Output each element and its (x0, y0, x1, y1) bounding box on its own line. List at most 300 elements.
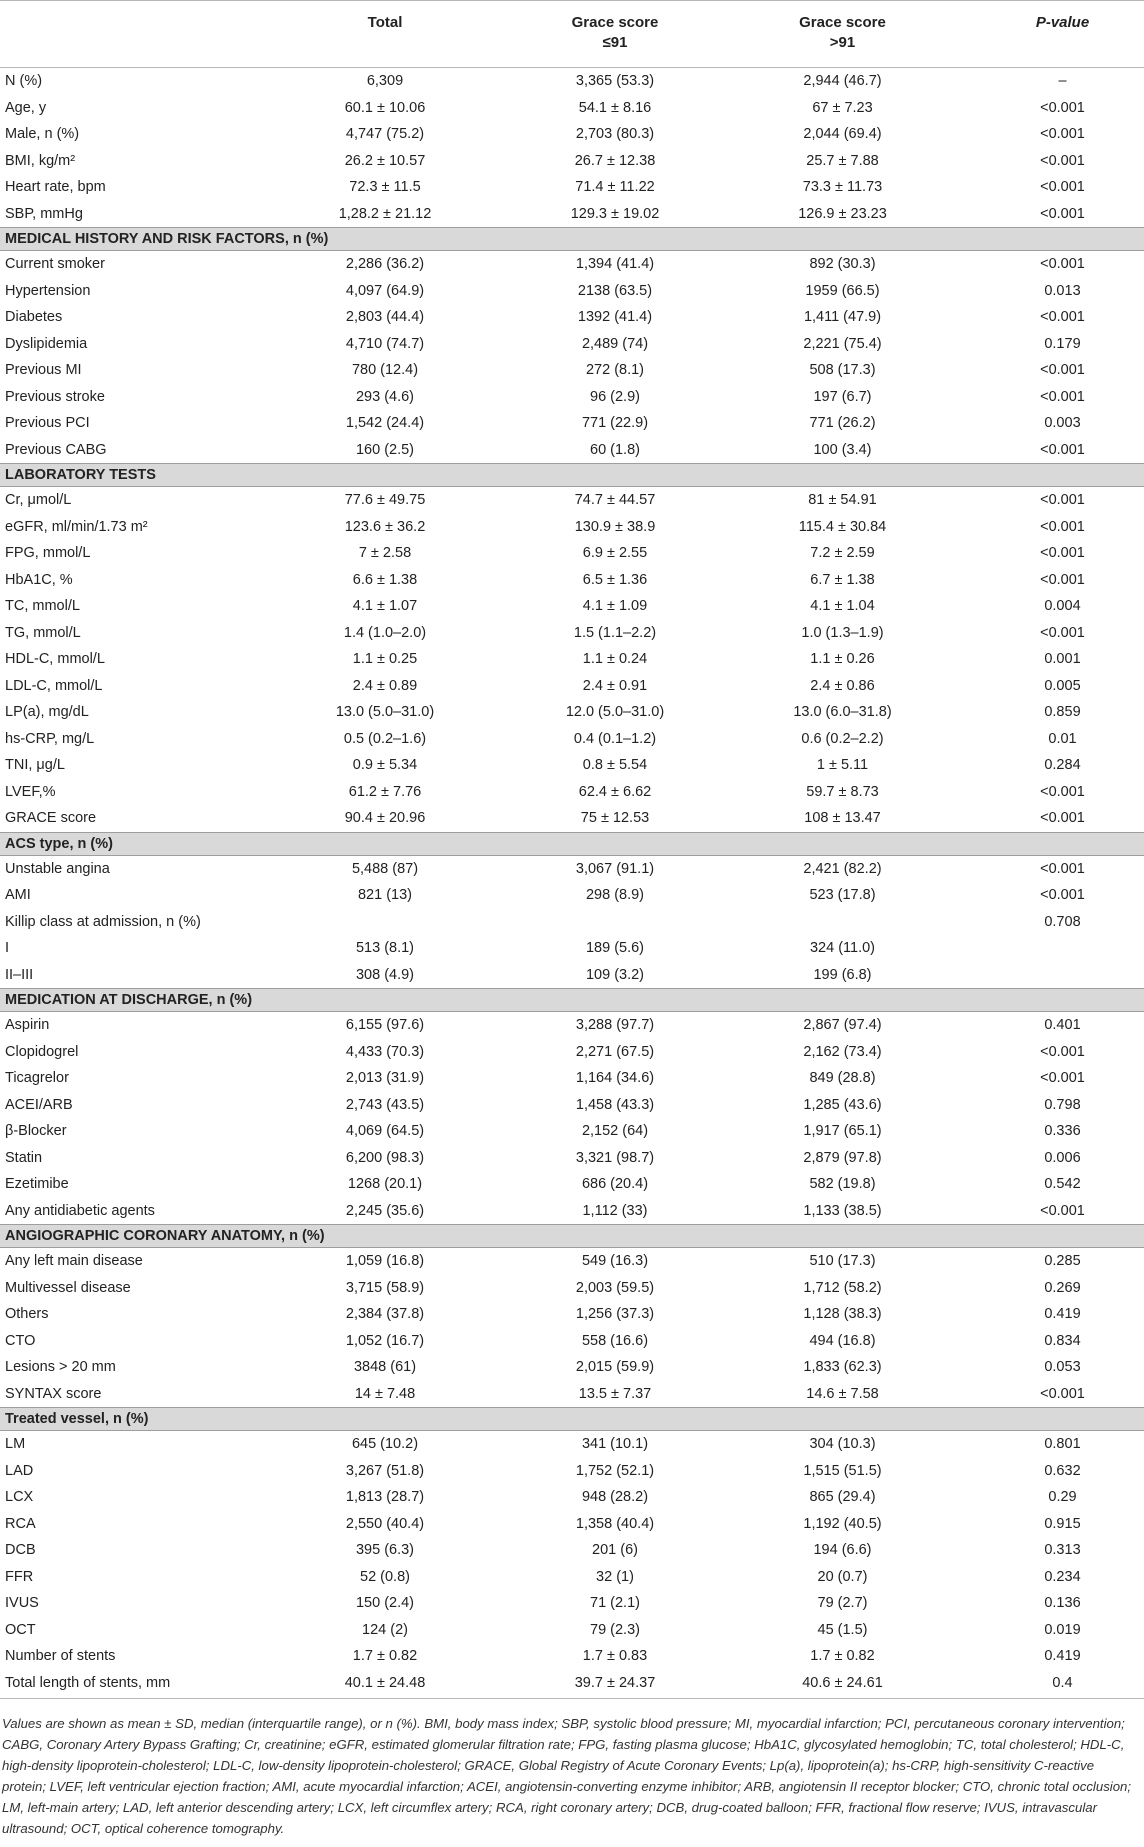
pvalue-cell: 0.053 (1044, 1359, 1081, 1375)
total-cell: 2,013 (31.9) (345, 1070, 425, 1086)
grace-high-cell: 59.7 ± 8.73 (806, 783, 879, 800)
pvalue-cell: 0.859 (1044, 704, 1081, 720)
grace-high-cell: 2,221 (75.4) (803, 335, 882, 352)
table-row (0, 593, 1144, 620)
row-label: TG, mmol/L (5, 624, 81, 641)
table-row (0, 1118, 1144, 1145)
row-label: LDL-C, mmol/L (5, 677, 103, 694)
grace-high-cell: 2,944 (46.7) (803, 73, 882, 89)
pvalue-cell: 0.801 (1044, 1436, 1081, 1452)
row-label: Statin (5, 1149, 43, 1166)
grace-low-cell: 189 (5.6) (585, 940, 645, 956)
grace-low-cell: 3,067 (91.1) (575, 860, 655, 877)
grace-low-cell: 272 (8.1) (585, 362, 645, 378)
grace-high-cell: 6.7 ± 1.38 (810, 571, 875, 588)
grace-low-cell: 32 (1) (596, 1568, 634, 1585)
table-row (0, 1092, 1144, 1119)
grace-low-cell: 2.4 ± 0.91 (582, 677, 648, 694)
table-row (0, 1431, 1144, 1458)
grace-low-cell: 1.1 ± 0.24 (582, 651, 648, 667)
header-total: Total (367, 14, 403, 31)
table-row (0, 1171, 1144, 1198)
grace-high-cell (760, 909, 925, 936)
grace-low-cell: 74.7 ± 44.57 (574, 492, 656, 508)
pvalue-cell: <0.001 (1040, 179, 1085, 195)
total-cell: 1,542 (24.4) (345, 415, 425, 431)
grace-low-cell: 13.5 ± 7.37 (578, 1385, 652, 1402)
pvalue-cell: 0.542 (1044, 1176, 1081, 1192)
row-label: Diabetes (5, 309, 63, 325)
table-row (0, 437, 1144, 464)
row-label: I (5, 940, 10, 956)
table-row (0, 620, 1144, 647)
row-label: Ezetimibe (5, 1176, 69, 1192)
table-row (0, 251, 1144, 278)
header-grace-high-line2: >91 (829, 34, 856, 51)
grace-high-cell: 25.7 ± 7.88 (806, 152, 879, 169)
header-grace-low-line2: ≤91 (602, 34, 628, 51)
row-label: Killip class at admission, n (%) (5, 913, 201, 930)
pvalue-cell: <0.001 (1040, 309, 1085, 325)
pvalue-cell: 0.313 (1044, 1542, 1081, 1558)
total-cell: 60.1 ± 10.06 (344, 99, 426, 116)
total-cell: 26.2 ± 10.57 (344, 152, 426, 169)
grace-high-cell: 194 (6.6) (813, 1542, 872, 1558)
total-cell: 308 (4.9) (355, 966, 415, 983)
grace-low-cell: 39.7 ± 24.37 (574, 1674, 656, 1691)
grace-low-cell: 341 (10.1) (581, 1436, 649, 1452)
row-label: HDL-C, mmol/L (5, 651, 105, 667)
section-header (0, 1224, 1144, 1248)
total-cell: 14 ± 7.48 (354, 1385, 416, 1402)
grace-high-cell: 582 (19.8) (809, 1176, 876, 1192)
table-row (0, 1039, 1144, 1066)
grace-low-cell (530, 909, 700, 936)
grace-low-cell: 62.4 ± 6.62 (578, 783, 652, 800)
pvalue-cell: <0.001 (1040, 1202, 1085, 1219)
grace-low-cell: 1.7 ± 0.83 (582, 1648, 648, 1664)
grace-low-cell: 1,358 (40.4) (575, 1515, 655, 1532)
grace-high-cell: 20 (0.7) (817, 1568, 868, 1585)
table-row (0, 1354, 1144, 1381)
grace-low-cell: 0.4 (0.1–1.2) (573, 730, 657, 747)
total-cell: 77.6 ± 49.75 (344, 492, 426, 508)
total-cell: 3,715 (58.9) (345, 1279, 425, 1296)
row-label: LP(a), mg/dL (5, 704, 89, 720)
table-row (0, 567, 1144, 594)
grace-high-cell: 100 (3.4) (813, 441, 872, 458)
row-label: Aspirin (5, 1017, 50, 1033)
grace-high-cell: 108 ± 13.47 (804, 810, 881, 826)
table-row (0, 779, 1144, 806)
row-label: Age, y (5, 99, 47, 116)
table-row (0, 1670, 1144, 1697)
table-row (0, 1145, 1144, 1172)
pvalue-cell: <0.001 (1040, 256, 1085, 272)
row-label: β-Blocker (5, 1123, 67, 1139)
grace-low-cell: 75 ± 12.53 (580, 810, 650, 826)
total-cell: 780 (12.4) (351, 362, 419, 378)
table-row (0, 1301, 1144, 1328)
grace-low-cell: 1,256 (37.3) (575, 1306, 655, 1322)
grace-low-cell: 79 (2.3) (590, 1621, 640, 1638)
total-cell: 123.6 ± 36.2 (344, 518, 426, 535)
row-label: Current smoker (5, 256, 105, 272)
total-cell: 4,433 (70.3) (345, 1043, 425, 1060)
grace-low-cell: 2,015 (59.9) (575, 1359, 655, 1375)
grace-high-cell: 4.1 ± 1.04 (810, 598, 875, 614)
grace-low-cell: 771 (22.9) (581, 415, 649, 431)
pvalue-cell: <0.001 (1040, 99, 1085, 116)
grace-low-cell: 948 (28.2) (581, 1489, 649, 1505)
section-title: LABORATORY TESTS (5, 467, 156, 483)
pvalue-cell: <0.001 (1040, 1385, 1085, 1402)
table-row (0, 410, 1144, 437)
row-label: AMI (5, 887, 31, 903)
row-label: Any antidiabetic agents (5, 1202, 155, 1219)
pvalue-cell: <0.001 (1040, 518, 1085, 535)
total-cell: 1.7 ± 0.82 (352, 1648, 418, 1664)
row-label: Any left main disease (5, 1253, 143, 1269)
grace-low-cell: 2,003 (59.5) (575, 1279, 655, 1296)
grace-high-cell: 849 (28.8) (809, 1070, 876, 1086)
grace-low-cell: 2,489 (74) (581, 335, 649, 352)
table-row (0, 121, 1144, 148)
row-label: Multivessel disease (5, 1279, 131, 1296)
total-cell: 1,813 (28.7) (345, 1489, 425, 1505)
grace-low-cell: 1.5 (1.1–2.2) (573, 624, 657, 641)
section-title: ANGIOGRAPHIC CORONARY ANATOMY, n (%) (5, 1228, 325, 1244)
table-row (0, 331, 1144, 358)
grace-high-cell: 1,285 (43.6) (803, 1096, 882, 1113)
total-cell: 4,069 (64.5) (345, 1123, 425, 1139)
pvalue-cell: <0.001 (1040, 887, 1085, 903)
pvalue-cell: 0.001 (1044, 651, 1081, 667)
total-cell: 821 (13) (357, 887, 412, 903)
grace-low-cell: 3,321 (98.7) (575, 1149, 655, 1166)
table-row (0, 856, 1144, 883)
grace-low-cell: 12.0 (5.0–31.0) (565, 704, 665, 720)
row-label: FFR (5, 1568, 34, 1585)
grace-low-cell: 130.9 ± 38.9 (574, 518, 656, 535)
section-header (0, 463, 1144, 487)
row-label: Clopidogrel (5, 1043, 79, 1060)
total-cell: 72.3 ± 11.5 (349, 179, 421, 195)
table-row (0, 384, 1144, 411)
table-row (0, 1381, 1144, 1408)
table-row (0, 882, 1144, 909)
grace-low-cell: 71.4 ± 11.22 (575, 179, 655, 195)
table-row (0, 752, 1144, 779)
grace-high-cell: 1,515 (51.5) (803, 1462, 882, 1479)
table-row (0, 962, 1144, 989)
table-row (0, 68, 1144, 95)
pvalue-cell: – (1058, 73, 1067, 89)
grace-high-cell: 79 (2.7) (817, 1595, 868, 1611)
table-row (0, 1564, 1144, 1591)
footnote-block (0, 1698, 1144, 1839)
grace-high-cell: 508 (17.3) (809, 362, 876, 378)
section-header (0, 832, 1144, 856)
row-label: Others (5, 1306, 49, 1322)
total-cell: 395 (6.3) (355, 1542, 415, 1558)
grace-high-cell: 1.1 ± 0.26 (810, 651, 875, 667)
grace-high-cell: 1,917 (65.1) (803, 1123, 882, 1139)
table-body (0, 68, 1144, 1696)
pvalue-cell: 0.915 (1044, 1515, 1081, 1532)
grace-low-cell: 2,703 (80.3) (575, 126, 655, 142)
pvalue-cell: <0.001 (1040, 152, 1085, 169)
grace-high-cell: 7.2 ± 2.59 (810, 545, 875, 561)
total-cell: 293 (4.6) (355, 388, 415, 405)
table-row (0, 673, 1144, 700)
section-header (0, 1407, 1144, 1431)
table-row (0, 514, 1144, 541)
pvalue-cell: 0.285 (1044, 1253, 1081, 1269)
pvalue-cell: 0.798 (1044, 1096, 1081, 1113)
grace-high-cell: 81 ± 54.91 (808, 492, 877, 508)
grace-high-cell: 0.6 (0.2–2.2) (801, 730, 884, 747)
total-cell: 4.1 ± 1.07 (352, 598, 418, 614)
table-row (0, 726, 1144, 753)
row-label: Male, n (%) (5, 126, 80, 142)
total-cell: 2,286 (36.2) (345, 256, 425, 272)
pvalue-cell: <0.001 (1040, 388, 1085, 405)
grace-low-cell: 26.7 ± 12.38 (574, 152, 656, 169)
row-label: Lesions > 20 mm (5, 1359, 116, 1375)
grace-low-cell: 54.1 ± 8.16 (578, 99, 652, 116)
pvalue-cell: 0.632 (1044, 1462, 1081, 1479)
pvalue-cell: 0.179 (1044, 335, 1081, 352)
table-row (0, 1275, 1144, 1302)
grace-high-cell: 1 ± 5.11 (816, 757, 869, 773)
section-title: Treated vessel, n (%) (5, 1411, 149, 1427)
total-cell: 4,747 (75.2) (345, 126, 425, 142)
pvalue-cell: <0.001 (1040, 860, 1085, 877)
grace-low-cell: 1,112 (33) (582, 1202, 648, 1219)
pvalue-cell: 0.013 (1044, 282, 1081, 299)
table-row (0, 1511, 1144, 1538)
row-label: hs-CRP, mg/L (5, 730, 95, 747)
grace-high-cell: 126.9 ± 23.23 (798, 205, 887, 222)
pvalue-cell: <0.001 (1040, 1043, 1085, 1060)
total-cell: 6,309 (366, 73, 404, 89)
total-cell: 3848 (61) (353, 1359, 417, 1375)
row-label: Total length of stents, mm (5, 1674, 171, 1691)
grace-low-cell: 2,152 (64) (581, 1123, 649, 1139)
row-label: Previous stroke (5, 388, 105, 405)
grace-high-cell: 2,421 (82.2) (803, 860, 882, 877)
table-row (0, 1065, 1144, 1092)
total-cell: 5,488 (87) (351, 860, 419, 877)
grace-high-cell: 1,133 (38.5) (803, 1202, 882, 1219)
row-label: IVUS (5, 1595, 39, 1611)
pvalue-cell (990, 935, 1135, 962)
pvalue-cell: 0.004 (1044, 598, 1081, 614)
total-cell: 1,059 (16.8) (345, 1253, 425, 1269)
pvalue-cell: 0.269 (1044, 1279, 1081, 1296)
row-label: LVEF,% (5, 783, 56, 800)
grace-high-cell: 40.6 ± 24.61 (802, 1674, 883, 1691)
pvalue-cell: <0.001 (1040, 810, 1085, 826)
pvalue-cell: 0.019 (1044, 1621, 1081, 1638)
grace-low-cell: 129.3 ± 19.02 (570, 205, 660, 222)
row-label: TC, mmol/L (5, 598, 80, 614)
pvalue-cell (990, 962, 1135, 989)
row-label: CTO (5, 1332, 36, 1349)
grace-high-cell: 1,411 (47.9) (803, 309, 882, 325)
grace-high-cell: 2,879 (97.8) (803, 1149, 882, 1166)
grace-high-cell: 1959 (66.5) (805, 282, 880, 299)
total-cell: 1,28.2 ± 21.12 (338, 205, 432, 222)
row-label: FPG, mmol/L (5, 545, 91, 561)
pvalue-cell: 0.003 (1044, 415, 1081, 431)
total-cell: 13.0 (5.0–31.0) (335, 704, 435, 720)
grace-high-cell: 45 (1.5) (817, 1621, 868, 1638)
section-title: MEDICATION AT DISCHARGE, n (%) (5, 992, 253, 1008)
row-label: Unstable angina (5, 860, 110, 877)
total-cell: 4,710 (74.7) (345, 335, 425, 352)
total-cell: 0.9 ± 5.34 (352, 757, 418, 773)
table-row (0, 1643, 1144, 1670)
total-cell: 2.4 ± 0.89 (352, 677, 418, 694)
grace-low-cell: 71 (2.1) (590, 1595, 640, 1611)
header-grace-high (760, 13, 925, 53)
table-row (0, 201, 1144, 228)
grace-high-cell: 2.4 ± 0.86 (810, 677, 875, 694)
pvalue-cell: 0.006 (1044, 1149, 1081, 1166)
pvalue-cell: 0.01 (1048, 730, 1077, 747)
row-label: Previous CABG (5, 441, 107, 458)
table-row (0, 487, 1144, 514)
grace-high-cell: 1.7 ± 0.82 (810, 1648, 875, 1664)
total-cell: 160 (2.5) (355, 441, 415, 458)
table-row (0, 1617, 1144, 1644)
table-row (0, 278, 1144, 305)
total-cell: 513 (8.1) (355, 940, 415, 956)
table-row (0, 148, 1144, 175)
total-cell (295, 909, 475, 936)
grace-low-cell: 60 (1.8) (590, 441, 640, 458)
pvalue-cell: <0.001 (1040, 441, 1085, 458)
grace-high-cell: 865 (29.4) (809, 1489, 876, 1505)
total-cell: 0.5 (0.2–1.6) (343, 730, 427, 747)
grace-high-cell: 1.0 (1.3–1.9) (801, 624, 884, 641)
row-label: BMI, kg/m² (5, 152, 76, 169)
pvalue-cell: 0.336 (1044, 1123, 1081, 1139)
grace-low-cell: 201 (6) (592, 1542, 638, 1558)
grace-high-cell: 1,128 (38.3) (803, 1306, 882, 1322)
pvalue-cell: 0.834 (1044, 1332, 1081, 1349)
pvalue-cell: <0.001 (1040, 545, 1085, 561)
table-row (0, 805, 1144, 832)
pvalue-cell: 0.419 (1044, 1306, 1081, 1322)
row-label: LCX (5, 1489, 34, 1505)
total-cell: 90.4 ± 20.96 (344, 810, 426, 826)
row-label: GRACE score (5, 810, 97, 826)
total-cell: 150 (2.4) (355, 1595, 415, 1611)
pvalue-cell: 0.29 (1048, 1489, 1077, 1505)
total-cell: 52 (0.8) (360, 1568, 410, 1585)
section-title: MEDICAL HISTORY AND RISK FACTORS, n (%) (5, 231, 329, 247)
table-row (0, 935, 1144, 962)
grace-low-cell: 6.9 ± 2.55 (582, 545, 648, 561)
pvalue-cell: <0.001 (1040, 362, 1085, 378)
total-cell: 4,097 (64.9) (345, 282, 425, 299)
total-cell: 7 ± 2.58 (358, 545, 412, 561)
row-label: TNI, μg/L (5, 757, 65, 773)
pvalue-cell: <0.001 (1040, 205, 1085, 222)
total-cell: 6,200 (98.3) (345, 1149, 425, 1166)
total-cell: 2,384 (37.8) (345, 1306, 425, 1322)
grace-high-cell: 14.6 ± 7.58 (806, 1385, 879, 1402)
grace-low-cell: 1,458 (43.3) (575, 1096, 655, 1113)
row-label: ACEI/ARB (5, 1096, 73, 1113)
grace-high-cell: 73.3 ± 11.73 (802, 179, 883, 195)
header-grace-high-line1: Grace score (799, 14, 886, 31)
table-row (0, 699, 1144, 726)
pvalue-cell: 0.4 (1052, 1674, 1073, 1691)
grace-low-cell: 3,365 (53.3) (575, 73, 655, 89)
table-row (0, 646, 1144, 673)
total-cell: 645 (10.2) (351, 1436, 419, 1452)
grace-high-cell: 2,162 (73.4) (803, 1043, 882, 1060)
table-row (0, 357, 1144, 384)
table-row (0, 1484, 1144, 1511)
table-row (0, 909, 1144, 936)
grace-low-cell: 298 (8.9) (585, 887, 645, 903)
section-header (0, 227, 1144, 251)
grace-high-cell: 324 (11.0) (809, 940, 876, 956)
pvalue-cell: 0.284 (1044, 757, 1081, 773)
total-cell: 40.1 ± 24.48 (344, 1674, 426, 1691)
grace-low-cell: 6.5 ± 1.36 (582, 571, 648, 588)
row-label: Previous MI (5, 362, 82, 378)
total-cell: 61.2 ± 7.76 (348, 783, 422, 800)
total-cell: 2,550 (40.4) (345, 1515, 425, 1532)
grace-low-cell: 549 (16.3) (581, 1253, 649, 1269)
pvalue-cell: <0.001 (1040, 126, 1085, 142)
grace-high-cell: 1,192 (40.5) (803, 1515, 882, 1532)
grace-low-cell: 4.1 ± 1.09 (582, 598, 648, 614)
grace-high-cell: 2,867 (97.4) (803, 1017, 882, 1033)
pvalue-cell: <0.001 (1040, 571, 1085, 588)
grace-low-cell: 2138 (63.5) (577, 282, 653, 299)
total-cell: 6.6 ± 1.38 (352, 571, 418, 588)
row-label: eGFR, ml/min/1.73 m² (5, 518, 148, 535)
row-label: Previous PCI (5, 415, 90, 431)
grace-low-cell: 1,394 (41.4) (575, 256, 655, 272)
table-row (0, 1012, 1144, 1039)
header-grace-low-line1: Grace score (571, 14, 659, 31)
grace-low-cell: 96 (2.9) (590, 388, 640, 405)
total-cell: 2,803 (44.4) (345, 309, 425, 325)
total-cell: 1.1 ± 0.25 (352, 651, 418, 667)
table-row (0, 95, 1144, 122)
section-title: ACS type, n (%) (5, 835, 113, 852)
grace-high-cell: 2,044 (69.4) (803, 126, 882, 142)
table-row (0, 1590, 1144, 1617)
row-label: SBP, mmHg (5, 205, 83, 222)
total-cell: 2,245 (35.6) (345, 1202, 425, 1219)
table-row (0, 1248, 1144, 1275)
row-label: II–III (5, 966, 34, 983)
grace-low-cell: 0.8 ± 5.54 (582, 757, 648, 773)
row-label: Hypertension (5, 282, 91, 299)
table-row (0, 174, 1144, 201)
total-cell: 1268 (20.1) (347, 1176, 423, 1192)
row-label: DCB (5, 1542, 36, 1558)
